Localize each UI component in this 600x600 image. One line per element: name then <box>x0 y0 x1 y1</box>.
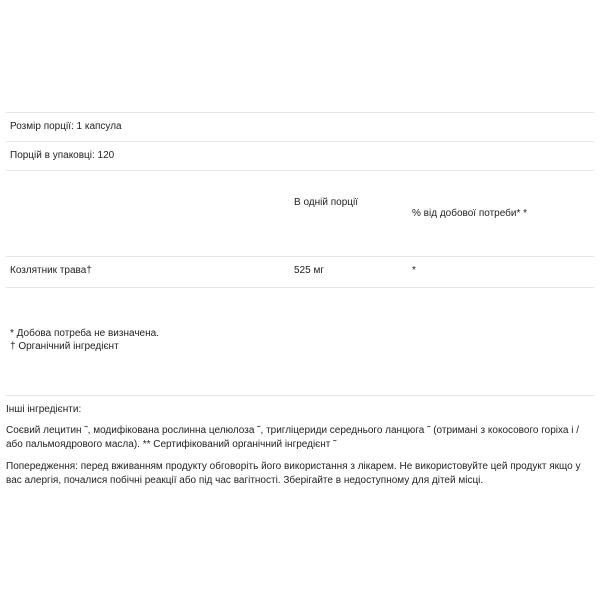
divider <box>6 170 594 171</box>
divider <box>6 141 594 142</box>
column-header-per-serving: В одній порції <box>294 197 358 208</box>
warning-text: Попередження: перед вживанням продукту обговоріть його використання з лікарем. Не використовуйте цей продукт якщо у вас алергія, почалися побічні реакції або під час вагітності. Зберігайте в недоступному для дітей місці. <box>6 461 581 486</box>
column-header-daily-value: % від добової потреби* * <box>412 208 528 219</box>
nutrient-daily-value: * <box>412 265 416 276</box>
supplement-page <box>6 0 594 600</box>
divider <box>6 395 594 396</box>
divider <box>6 256 594 257</box>
divider <box>6 287 594 288</box>
footnote-organic: † Органічний інгредієнт <box>10 341 119 352</box>
nutrient-name: Козлятник трава† <box>10 265 92 276</box>
serving-size: Розмір порції: 1 капсула <box>10 121 122 132</box>
footnote-daily-value: * Добова потреба не визначена. <box>10 328 159 339</box>
other-ingredients-heading: Інші інгредієнти: <box>6 404 82 415</box>
nutrient-amount: 525 мг <box>294 265 324 276</box>
divider <box>6 112 594 113</box>
servings-per-container: Порцій в упаковці: 120 <box>10 150 115 161</box>
other-ingredients-text: Соєвий лецитин ˜, модифікована рослинна целюлоза ˜, тригліцериди середнього ланцюга ˜ (отримані з кокосового горіха і / або пальмоядрового масла). ** Сертифікований органічний інгредієнт ˜ <box>6 425 579 450</box>
